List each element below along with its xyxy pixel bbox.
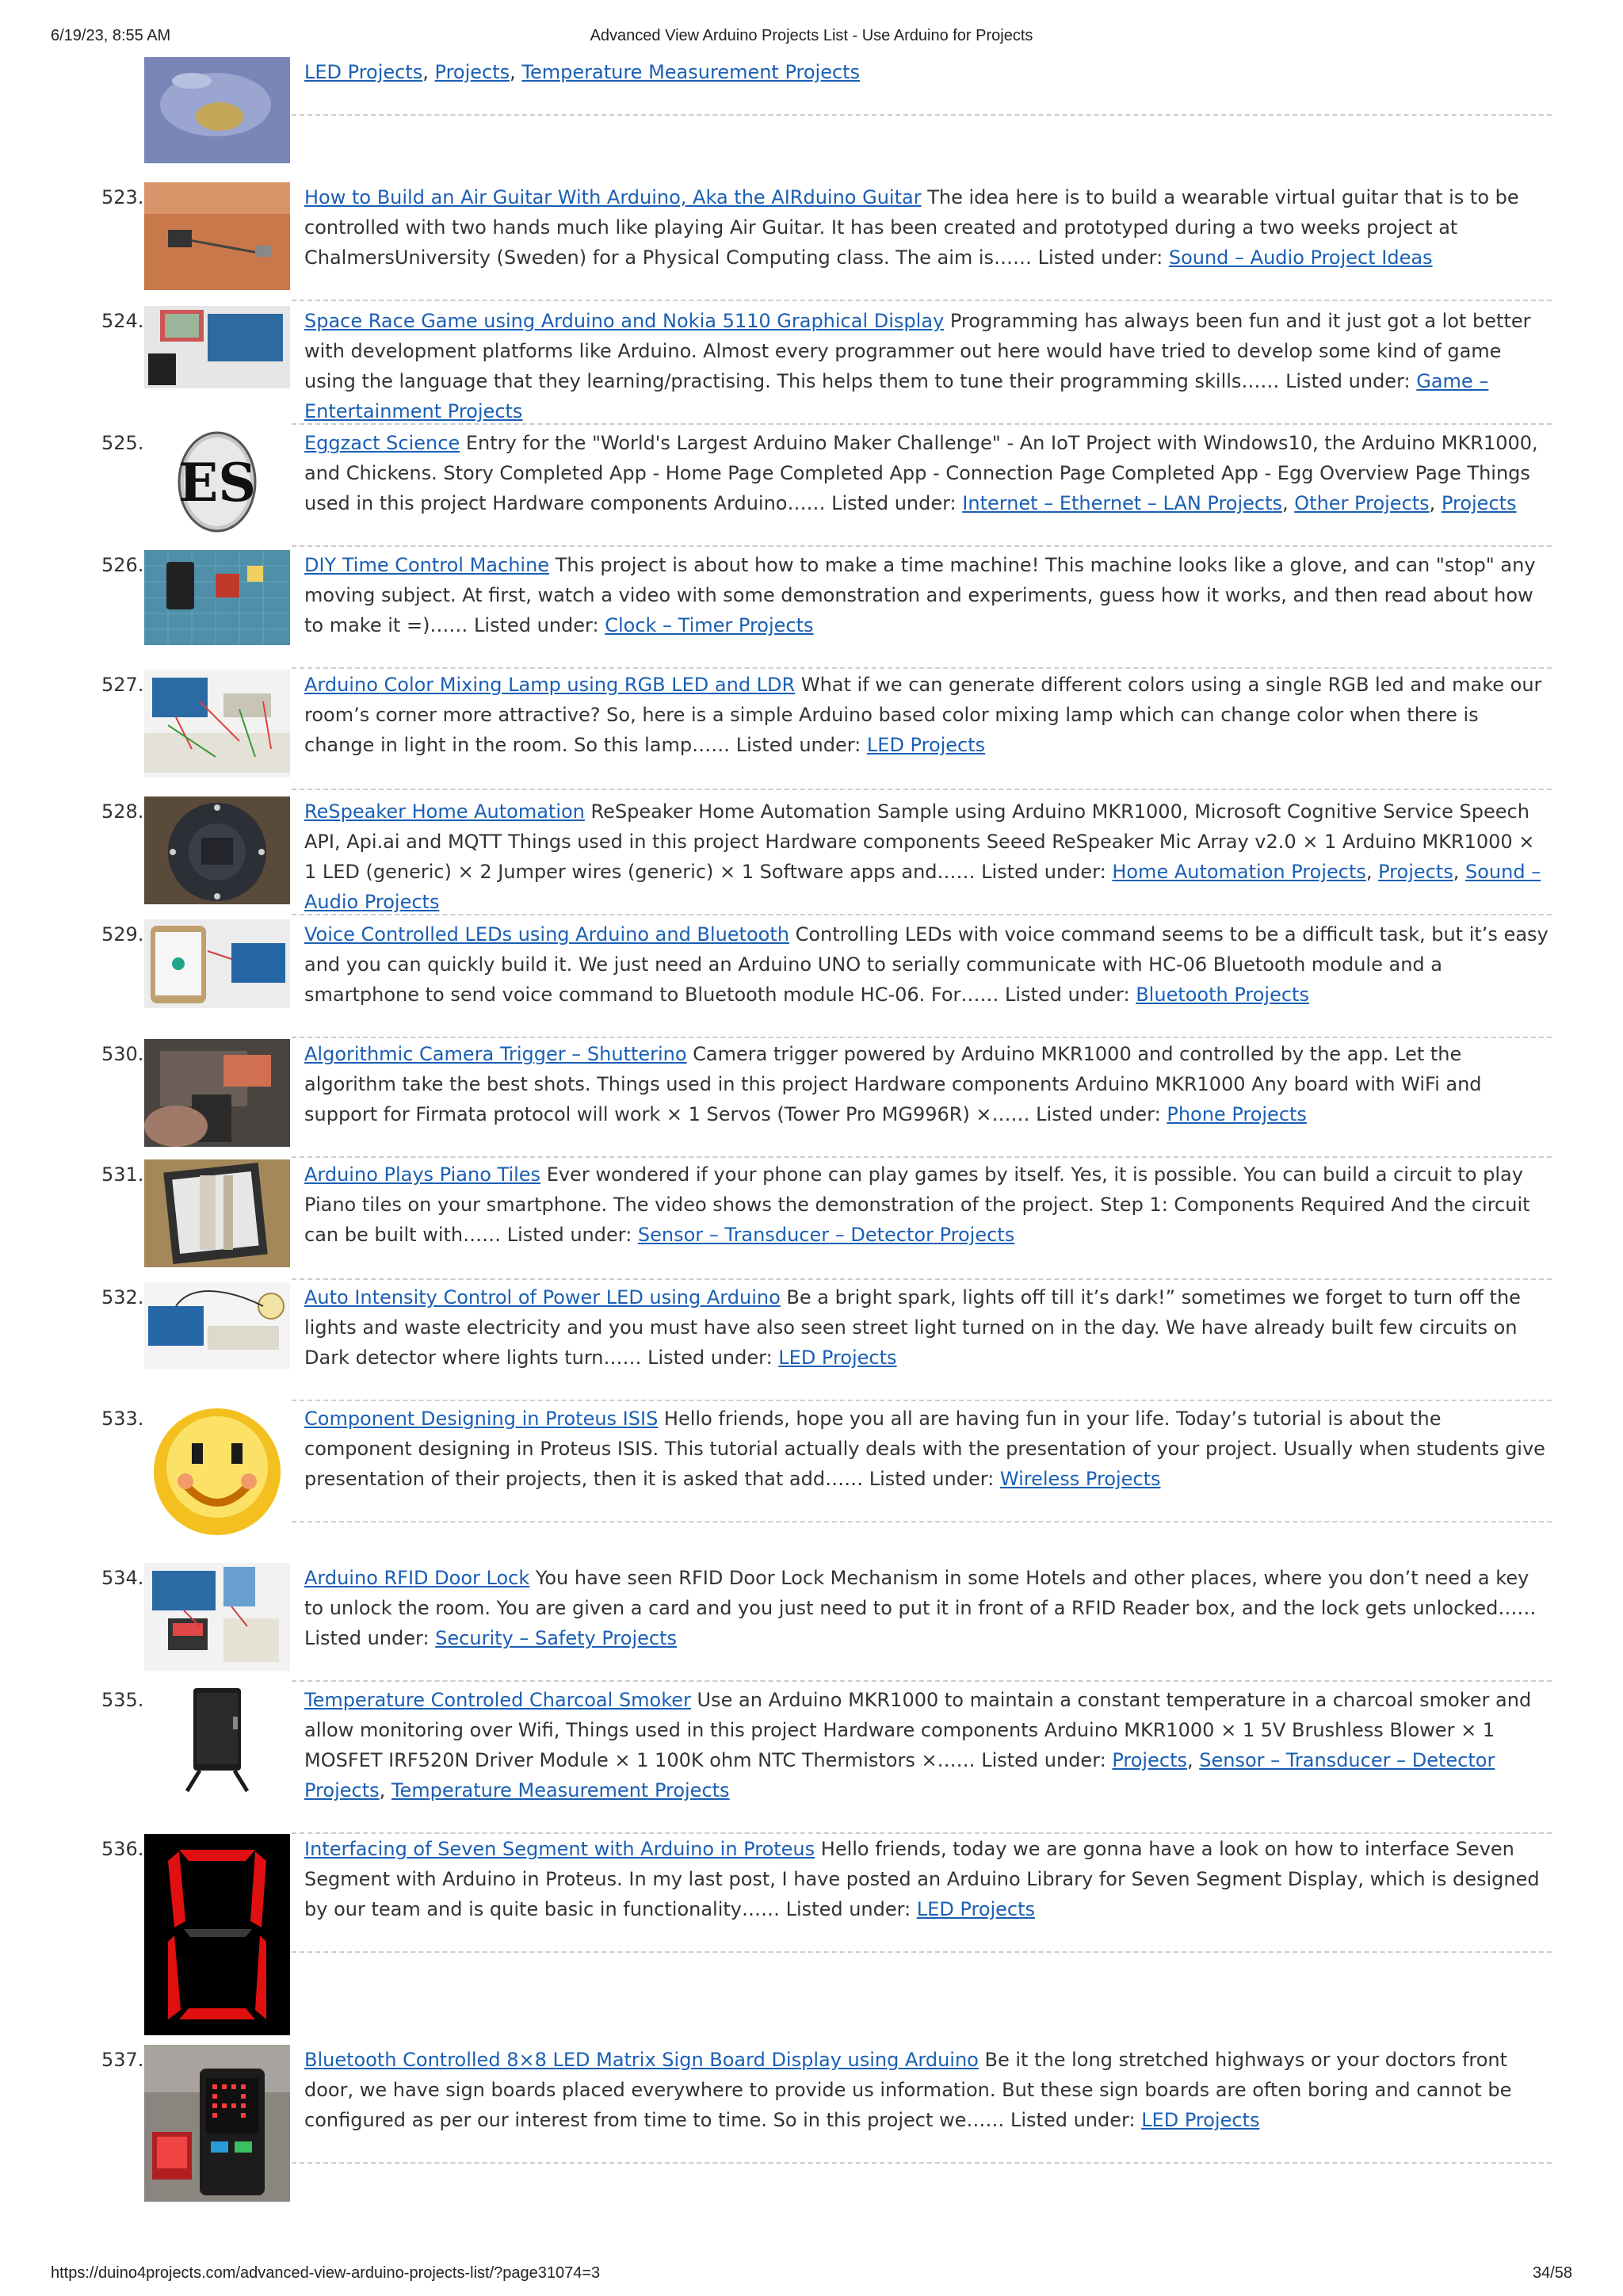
separator (292, 667, 1552, 669)
separator (292, 2162, 1552, 2164)
project-description: The idea here is to build a wearable virtual guitar that is to be controlled with two hands much like playing Air Guitar. It has been created and prototyped during a two weeks project at ChalmersUniversity (Sweden) for a Physical Computing class. The aim is…… Listed under: (304, 186, 1519, 269)
entry-text (304, 57, 1550, 87)
thumbnail-image[interactable] (144, 919, 290, 1008)
project-description: You have seen RFID Door Lock Mechanism in some Hotels and other places, where you don’t need a key to unlock the room. You are given a card and you just need to put it in front of a RFID Reader box, and the lock gets unlocked…… Listed under: (304, 1567, 1537, 1649)
thumbnail-image[interactable] (144, 306, 290, 388)
thumbnail-image[interactable] (144, 1563, 290, 1671)
thumbnail-image[interactable] (144, 1039, 290, 1147)
project-description: Use an Arduino MKR1000 to maintain a constant temperature in a charcoal smoker and allow monitoring over Wifi, Things used in this project Hardware components Arduino MKR1000 × 1 5V Brushless Blower × 1 MOSFET IRF520N Driver Module × 1 100K ohm NTC Thermistors ×…… Listed under: (304, 1689, 1532, 1771)
thumbnail-image[interactable] (144, 797, 290, 904)
separator (292, 114, 1552, 116)
project-description: Camera trigger powered by Arduino MKR1000 and controlled by the app. Let the algorithm take the best shots. Things used in this project Hardware components Arduino MKR1000 Any board with WiFi and support for Firmata protocol will work × 1 Servos (Tower Pro MG996R) ×…… Listed under: (304, 1043, 1482, 1125)
entry-number: 530. (101, 1043, 144, 1065)
project-title-link[interactable]: Voice Controlled LEDs using Arduino and Bluetooth (304, 923, 789, 946)
category-link[interactable]: Sensor – Transducer – Detector Projects (637, 1224, 1015, 1246)
entry-number: 526. (101, 554, 144, 576)
separator (292, 1400, 1552, 1401)
category-link[interactable]: Temperature Measurement Projects (521, 61, 861, 83)
entry-text (304, 797, 1550, 917)
project-title-link[interactable]: Component Designing in Proteus ISIS (304, 1408, 659, 1430)
category-link[interactable]: LED Projects (866, 734, 986, 756)
separator (292, 1278, 1552, 1280)
entry-number: 537. (101, 2049, 144, 2071)
entry-number: 524. (101, 310, 144, 332)
category-separator: , (510, 61, 522, 83)
entry-text (304, 182, 1550, 273)
project-title-link[interactable]: Arduino RFID Door Lock (304, 1567, 530, 1589)
thumbnail-image[interactable] (144, 182, 290, 290)
category-link[interactable]: LED Projects (1141, 2109, 1260, 2131)
thumbnail-image[interactable] (144, 1282, 290, 1370)
separator (292, 1156, 1552, 1158)
thumbnail-image[interactable] (144, 550, 290, 645)
category-separator: , (1365, 861, 1379, 883)
print-url: https://duino4projects.com/advanced-view-arduino-projects-list/?page31074=3 (51, 2264, 601, 2282)
category-link[interactable]: Phone Projects (1167, 1103, 1307, 1125)
separator (292, 789, 1552, 790)
category-link[interactable]: Internet – Ethernet – LAN Projects (962, 492, 1283, 514)
project-title-link[interactable]: How to Build an Air Guitar With Arduino, Aka the AIRduino Guitar (304, 186, 922, 208)
project-description: Entry for the "World's Largest Arduino Maker Challenge" - An IoT Project with Windows10, the Arduino MKR1000, and Chickens. Story Completed App - Home Page Completed App - Connection Page Completed App - Egg Overview Page Things used in this project Hardware components Arduino…… Listed under: (304, 432, 1538, 514)
entry-text (304, 919, 1550, 1010)
print-page-number: 34/58 (1532, 2264, 1572, 2282)
category-separator: , (1282, 492, 1295, 514)
entry-number: 531. (101, 1163, 144, 1186)
category-link[interactable]: Projects (1441, 492, 1517, 514)
entry-number: 528. (101, 800, 144, 823)
separator (292, 1037, 1552, 1038)
category-separator: , (1429, 492, 1442, 514)
project-title-link[interactable]: Arduino Plays Piano Tiles (304, 1163, 541, 1186)
project-description: Hello friends, today we are gonna have a look on how to interface Seven Segment with Arduino in Proteus. In my last post, I have posted an Arduino Library for Seven Segment Display, which is designed by our team and is quite basic in functionality…… Listed under: (304, 1838, 1540, 1920)
thumbnail-image[interactable] (144, 1834, 290, 2035)
entry-number: 536. (101, 1838, 144, 1860)
category-separator: , (1453, 861, 1466, 883)
category-link[interactable]: Game – Entertainment Projects (304, 370, 1489, 422)
separator (292, 300, 1552, 301)
separator (292, 914, 1552, 915)
category-link[interactable]: Sound – Audio Projects (304, 861, 1541, 913)
entry-number: 527. (101, 674, 144, 696)
project-title-link[interactable]: Bluetooth Controlled 8×8 LED Matrix Sign Board Display using Arduino (304, 2049, 979, 2071)
project-description: Hello friends, hope you all are having fun in your life. Today’s tutorial is about the component designing in Proteus ISIS. This tutorial actually deals with the presentation of your project. Usually when students give presentation of their projects, then it is asked that add…… Listed under: (304, 1408, 1545, 1490)
category-link[interactable]: Projects (1112, 1749, 1187, 1771)
project-title-link[interactable]: Interfacing of Seven Segment with Arduino in Proteus (304, 1838, 815, 1860)
separator (292, 423, 1552, 425)
project-description: Programming has always been fun and it just got a lot better with development platforms like Arduino. Almost every programmer out here would have tried to develop some kind of game using the language that they learning/practising. This helps them to tune their programming skills…… Listed under: (304, 310, 1531, 392)
project-description: Be a bright spark, lights off till it’s dark!” sometimes we forget to turn off the lights and waste electricity and you must have also seen street light turned on in the day. We have already built few circuits on Dark detector where lights turn…… Listed under: (304, 1286, 1521, 1369)
category-link[interactable]: LED Projects (304, 61, 423, 83)
entry-number: 533. (101, 1408, 144, 1430)
category-link[interactable]: Wireless Projects (999, 1468, 1161, 1490)
entry-number: 525. (101, 432, 144, 454)
project-description: Controlling LEDs with voice command seems to be a difficult task, but it’s easy and you can quickly build it. We just need an Arduino UNO to serially communicate with HC-06 Bluetooth module and a smartphone to send voice command to Bluetooth module HC-06. For…… Listed under: (304, 923, 1549, 1006)
category-link[interactable]: Other Projects (1294, 492, 1430, 514)
separator (292, 1951, 1552, 1953)
entry-text (304, 428, 1550, 518)
entry-text (304, 1282, 1550, 1373)
entry-number: 529. (101, 923, 144, 946)
thumbnail-image[interactable] (144, 1685, 290, 1793)
entry-text (304, 1039, 1550, 1129)
entry-text (304, 2045, 1550, 2135)
project-title-link[interactable]: Temperature Controled Charcoal Smoker (304, 1689, 691, 1711)
entry-number: 523. (101, 186, 144, 208)
es-logo-text: ES (178, 452, 256, 514)
separator (292, 1680, 1552, 1682)
print-datetime: 6/19/23, 8:55 AM (51, 27, 171, 44)
entry-number: 532. (101, 1286, 144, 1308)
entry-text (304, 1404, 1550, 1494)
category-link[interactable]: Home Automation Projects (1112, 861, 1366, 883)
category-link[interactable]: Bluetooth Projects (1136, 984, 1309, 1006)
category-link[interactable]: LED Projects (916, 1898, 1036, 1920)
entry-text (304, 1834, 1550, 1924)
category-link[interactable]: Projects (434, 61, 510, 83)
project-title-link[interactable]: Eggzact Science (304, 432, 460, 454)
entry-text (304, 1563, 1550, 1653)
project-description: Ever wondered if your phone can play games by itself. Yes, it is possible. You can build a circuit to play Piano tiles on your smartphone. The video shows the demonstration of the project. Step 1: Components Required And the circuit can be built with…… Listed under: (304, 1163, 1530, 1246)
category-separator: , (422, 61, 435, 83)
project-title-link[interactable]: DIY Time Control Machine (304, 554, 550, 576)
thumbnail-image[interactable] (144, 670, 290, 777)
thumbnail-image[interactable] (144, 57, 290, 163)
project-description: ReSpeaker Home Automation Sample using Arduino MKR1000, Microsoft Cognitive Service Speech API, Api.ai and MQTT Things used in this project Hardware components Seeed ReSpeaker Mic Array v2.0 × 1 Arduino MKR1000 × 1 LED (generic) × 2 Jumper wires (generic) × 1 Software apps and…… Listed under: (304, 800, 1535, 883)
entry-text (304, 670, 1550, 760)
entry-text (304, 550, 1550, 640)
category-link[interactable]: LED Projects (778, 1347, 897, 1369)
thumbnail-image[interactable] (144, 2045, 290, 2202)
category-link[interactable]: Temperature Measurement Projects (391, 1779, 730, 1801)
separator (292, 1521, 1552, 1522)
project-description: What if we can generate different colors using a single RGB led and make our room’s corner more attractive? So, here is a simple Arduino based color mixing lamp which can change color when there is change in light in the room. So this lamp…… Listed under: (304, 674, 1542, 756)
category-link[interactable]: Sound – Audio Project Ideas (1168, 246, 1433, 269)
entry-text (304, 1685, 1550, 1805)
thumbnail-image[interactable] (144, 1159, 290, 1267)
separator (292, 545, 1552, 547)
category-link[interactable]: Projects (1378, 861, 1453, 883)
thumbnail-image[interactable] (144, 1404, 290, 1540)
project-description: This project is about how to make a time machine! This machine looks like a glove, and can "stop" any moving subject. At first, watch a video with some demonstration and experiments, guess how it works, and then read about how to make it =)…… Listed under: (304, 554, 1536, 636)
category-separator: , (1186, 1749, 1200, 1771)
category-separator: , (379, 1779, 391, 1801)
entry-number: 534. (101, 1567, 144, 1589)
project-title-link[interactable]: Space Race Game using Arduino and Nokia 5110 Graphical Display (304, 310, 945, 332)
entry-number: 535. (101, 1689, 144, 1711)
project-title-link[interactable]: ReSpeaker Home Automation (304, 800, 585, 823)
project-description: Be it the long stretched highways or your doctors front door, we have sign boards placed everywhere to provide us information. But these sign boards are often boring and cannot be configured as per our interest from time to time. So in this project we…… Listed under: (304, 2049, 1512, 2131)
entry-text (304, 306, 1550, 426)
entry-text (304, 1159, 1550, 1250)
category-link[interactable]: Clock – Timer Projects (605, 614, 814, 636)
print-title: Advanced View Arduino Projects List - Use Arduino for Projects (590, 27, 1033, 44)
project-title-link[interactable]: Auto Intensity Control of Power LED using Arduino (304, 1286, 781, 1308)
category-link[interactable]: Sensor – Transducer – Detector Projects (304, 1749, 1495, 1801)
thumbnail-image[interactable] (144, 428, 290, 536)
project-title-link[interactable]: Arduino Color Mixing Lamp using RGB LED and LDR (304, 674, 796, 696)
category-link[interactable]: Security – Safety Projects (435, 1627, 677, 1649)
project-title-link[interactable]: Algorithmic Camera Trigger – Shutterino (304, 1043, 687, 1065)
